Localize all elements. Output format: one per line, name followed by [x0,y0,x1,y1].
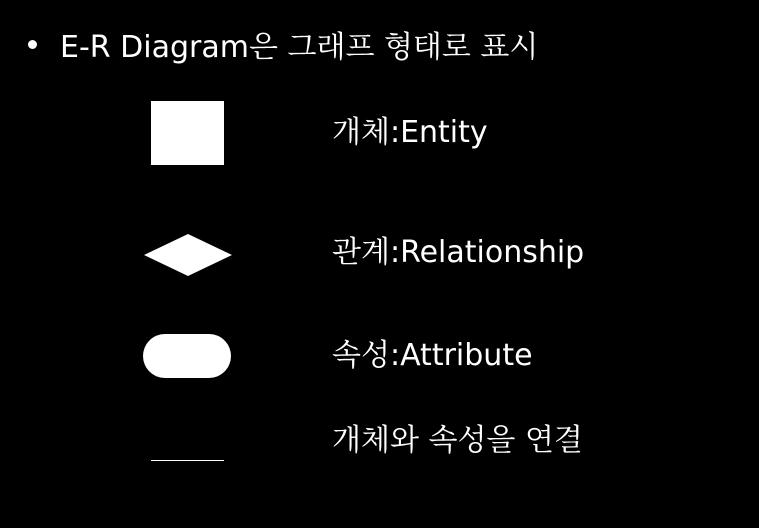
heading-text: E-R Diagram은 그래프 형태로 표시 [60,30,539,65]
entity-label: 개체:Entity [332,115,488,150]
attribute-oval-icon [143,334,231,378]
connector-line-icon [151,460,224,461]
link-label: 개체와 속성을 연결 [332,423,583,458]
heading-bullet [28,22,538,66]
attribute-label: 속성:Attribute [332,338,533,373]
relationship-diamond-icon [144,234,232,276]
relationship-diamond-shape [144,234,232,276]
bullet-dot-icon [28,40,37,49]
entity-rectangle-icon [151,101,224,165]
relationship-label: 관계:Relationship [332,235,585,270]
